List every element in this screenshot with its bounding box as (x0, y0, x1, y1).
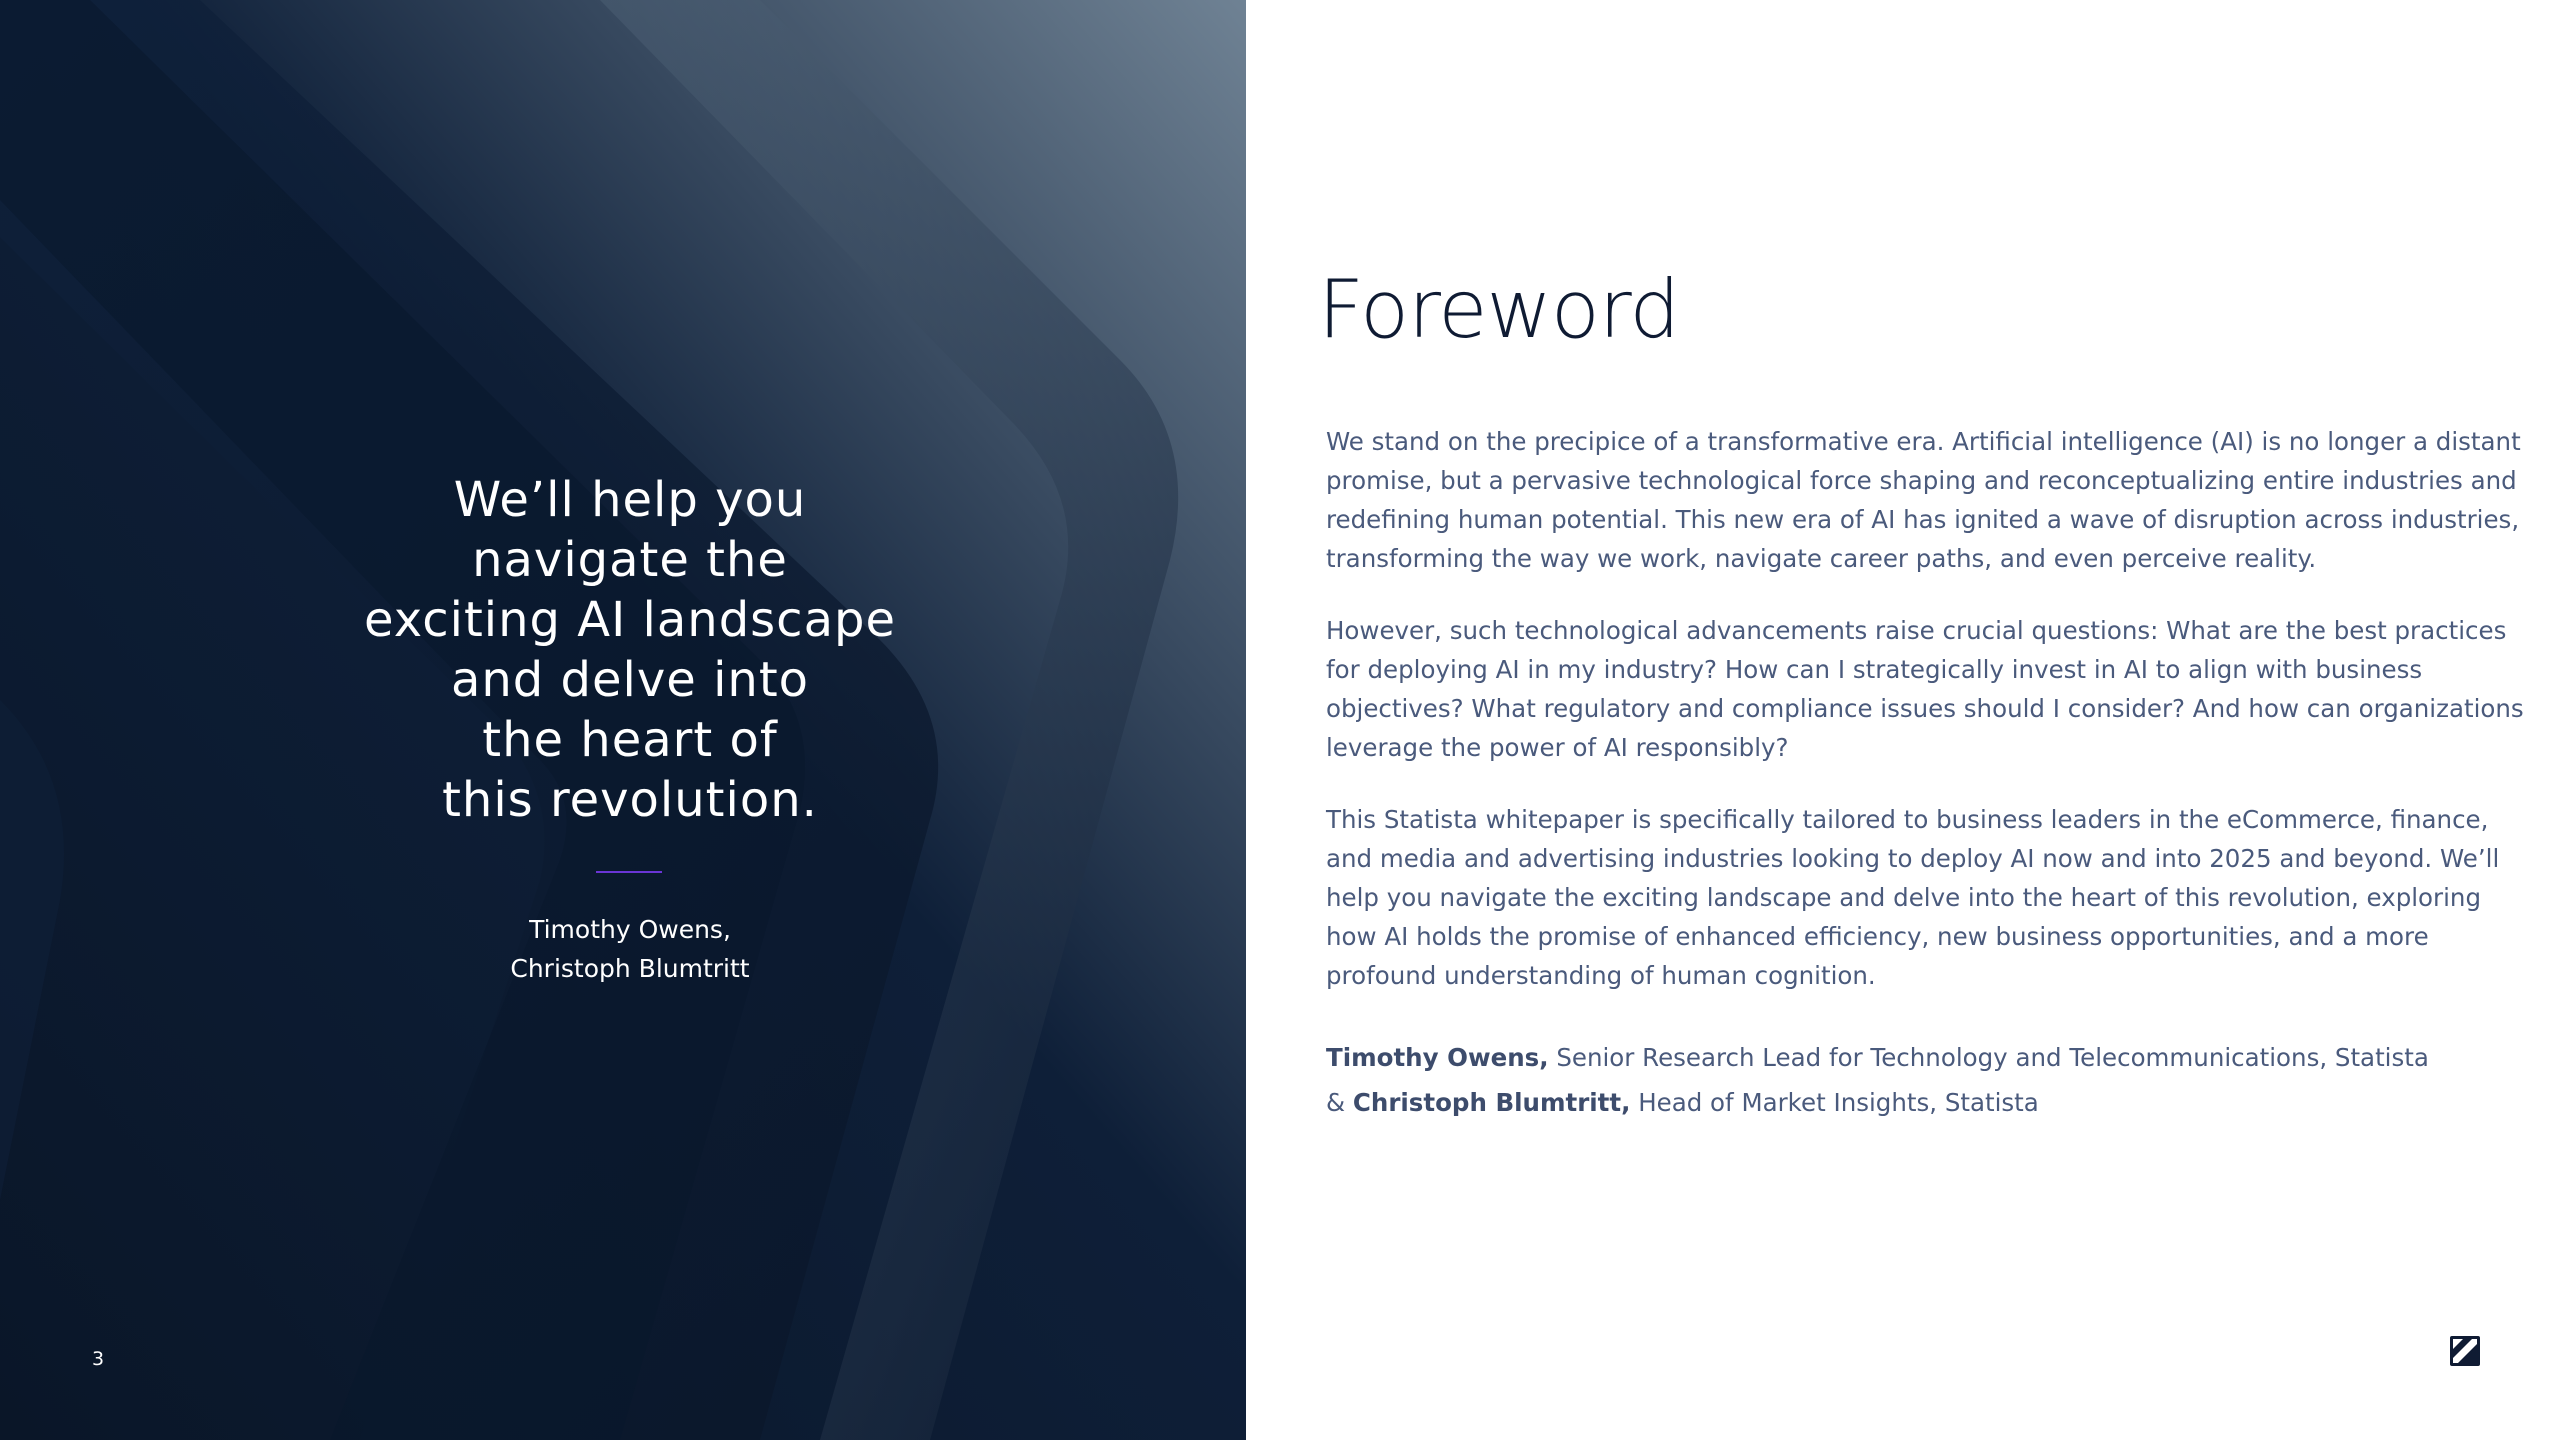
author-name: Timothy Owens, (1326, 1043, 1549, 1072)
author-credits (1326, 1035, 2536, 1125)
quote-author: Christoph Blumtritt (510, 954, 750, 983)
author-name: Christoph Blumtritt, (1352, 1088, 1631, 1117)
quote-line: exciting AI landscape (364, 592, 896, 648)
author-credit-line (1326, 1080, 2536, 1125)
quote-line: and delve into (450, 652, 810, 708)
statista-logo-icon (2450, 1336, 2480, 1366)
author-credit-line (1326, 1035, 2536, 1080)
foreword-paragraph: However, such technological advancements raise crucial questions: What are the best practices for deploying AI in my industry? How can I strategically invest in AI to align with business objectives? What regulatory and compliance issues should I consider? And how can organizations leverage the power of AI responsibly? (1326, 616, 2524, 762)
page-title: Foreword (1318, 263, 1680, 356)
author-role: Head of Market Insights, Statista (1630, 1088, 2039, 1117)
quote-line: We’ll help you (453, 472, 807, 528)
quote-line: navigate the (472, 532, 788, 588)
quote-line: the heart of (482, 712, 778, 768)
hero-panel (0, 0, 1246, 1440)
quote-line: this revolution. (442, 772, 818, 828)
foreword-panel (1246, 0, 2560, 1440)
ampersand: & (1326, 1088, 1353, 1117)
quote-divider (596, 871, 662, 873)
pull-quote (280, 470, 980, 830)
foreword-paragraph: We stand on the precipice of a transformative era. Artificial intelligence (AI) is no longer a distant promise, but a pervasive technological force shaping and reconceptualizing entire industries and redefining human potential. This new era of AI has ignited a wave of disruption across industries, transforming the way we work, navigate career paths, and even perceive reality. (1326, 427, 2521, 573)
page-number: 3 (92, 1348, 105, 1370)
foreword-paragraph: This Statista whitepaper is specifically tailored to business leaders in the eCommerce, finance, and media and advertising industries looking to deploy AI now and into 2025 and beyond. We’ll help you navigate the exciting landscape and delve into the heart of this revolution, exploring how AI holds the promise of enhanced efficiency, new business opportunities, and a more profound understanding of human cognition. (1326, 805, 2500, 990)
quote-author: Timothy Owens, (529, 915, 731, 944)
quote-authors (330, 910, 930, 988)
foreword-body (1326, 422, 2536, 1125)
author-role: Senior Research Lead for Technology and Telecommunications, Statista (1548, 1043, 2429, 1072)
